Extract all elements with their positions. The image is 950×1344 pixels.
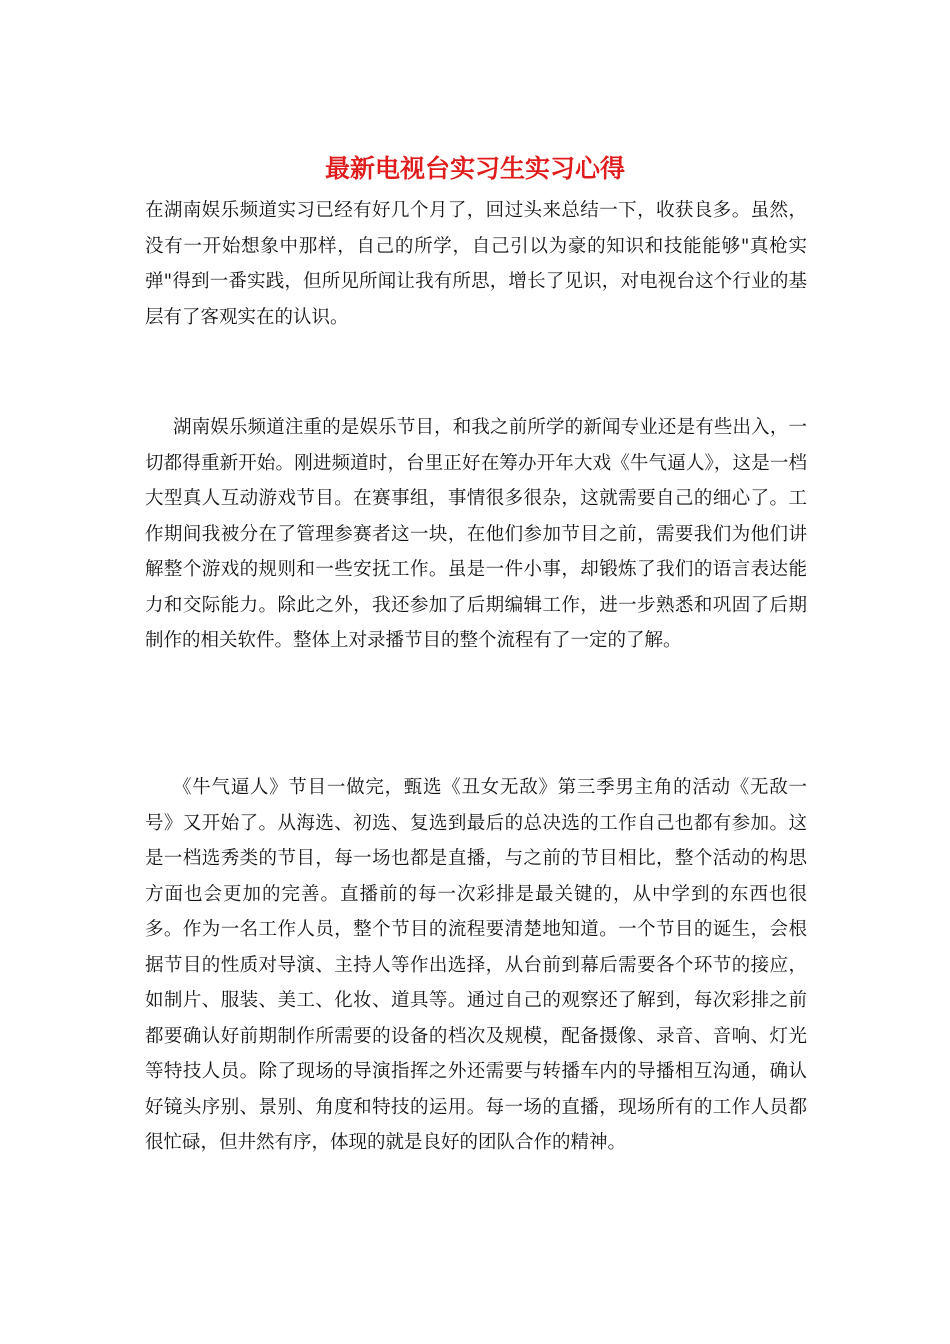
paragraph-entertainment-channel: 湖南娱乐频道注重的是娱乐节目，和我之前所学的新闻专业还是有些出入，一切都得重新开始。刚进频道时，台里正好在筹办开年大戏《牛气逼人》，这是一档大型真人互动游戏节目。在赛事组，事情很多很杂，这就需要自己的细心了。工作期间我被分在了管理参赛者这一块，在他们参加节目之前，需要我们为他们讲解整个游戏的规则和一些安抚工作。虽是一件小事，却锻炼了我们的语言表达能力和交际能力。除此之外，我还参加了后期编辑工作，进一步熟悉和巩固了后期制作的相关软件。整体上对录播节目的整个流程有了一定的了解。 bbox=[145, 417, 807, 651]
paragraph-intro: 在湖南娱乐频道实习已经有好几个月了，回过头来总结一下，收获良多。虽然，没有一开始想象中那样，自己的所学，自己引以为豪的知识和技能能够"真枪实弹"得到一番实践，但所见所闻让我有所思，增长了见识，对电视台这个行业的基层有了客观实在的认识。 bbox=[145, 200, 807, 328]
document-title: 最新电视台实习生实习心得 bbox=[324, 154, 625, 183]
paragraph-live-show: 《牛气逼人》节目一做完，甄选《丑女无敌》第三季男主角的活动《无敌一号》又开始了。从海选、初选、复选到最后的总决选的工作自己也都有参加。这是一档选秀类的节目，每一场也都是直播，与之前的节目相比，整个活动的构思方面也会更加的完善。直播前的每一次彩排是最关键的，从中学到的东西也很多。作为一名工作人员，整个节目的流程要清楚地知道。一个节目的诞生，会根据节目的性质对导演、主持人等作出选择，从台前到幕后需要各个环节的接应，如制片、服装、美工、化妆、道具等。通过自己的观察还了解到，每次彩排之前都要确认好前期制作所需要的设备的档次及规模，配备摄像、录音、音响、灯光等特技人员。除了现场的导演指挥之外还需要与转播车内的导播相互沟通，确认好镜头序别、景别、角度和特技的运用。每一场的直播，现场所有的工作人员都很忙碌，但井然有序，体现的就是良好的团队合作的精神。 bbox=[145, 777, 807, 1153]
